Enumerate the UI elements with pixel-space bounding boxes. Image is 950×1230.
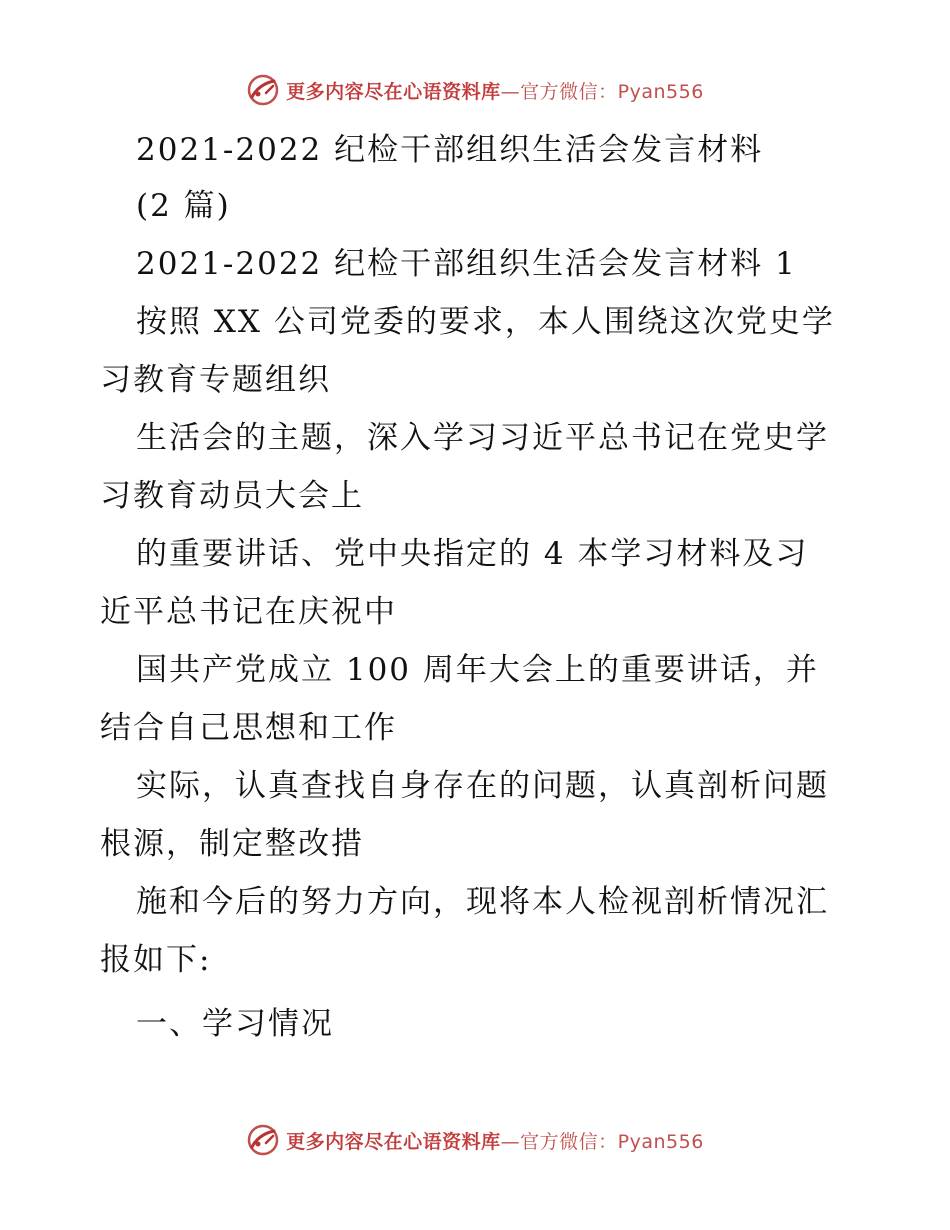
banner-wechat: —官方微信：Pyan556 (500, 1130, 704, 1153)
paragraph-line: 习教育动员大会上 (100, 478, 364, 514)
header-banner-text (286, 77, 704, 104)
brush-pen-logo-icon (246, 1123, 280, 1157)
footer-banner (0, 1120, 950, 1160)
document-subtitle: 2021-2022 纪检干部组织生活会发言材料 1 (136, 246, 797, 282)
paragraph-line: 国共产党成立 100 周年大会上的重要讲话，并 (136, 652, 819, 688)
paragraph-line: 根源，制定整改措 (100, 826, 364, 862)
paragraph-line: 习教育专题组织 (100, 362, 331, 398)
paragraph-line: 报如下: (100, 942, 212, 978)
banner-prefix: 更多内容尽在心语资料库 (286, 1130, 501, 1153)
document-title-count: (2 篇) (136, 188, 231, 224)
footer-banner-text (286, 1127, 704, 1154)
banner-wechat: —官方微信：Pyan556 (500, 80, 704, 103)
banner-prefix: 更多内容尽在心语资料库 (286, 80, 501, 103)
header-banner (0, 70, 950, 110)
paragraph-line: 生活会的主题，深入学习习近平总书记在党史学 (136, 420, 829, 456)
paragraph-line: 施和今后的努力方向，现将本人检视剖析情况汇 (136, 884, 829, 920)
section-heading: 一、学习情况 (136, 1006, 334, 1042)
paragraph-line: 近平总书记在庆祝中 (100, 594, 397, 630)
document-title: 2021-2022 纪检干部组织生活会发言材料 (136, 132, 764, 168)
brush-pen-logo-icon (246, 73, 280, 107)
paragraph-line: 实际，认真查找自身存在的问题，认真剖析问题 (136, 768, 829, 804)
paragraph-line: 结合自己思想和工作 (100, 710, 397, 746)
paragraph-line: 的重要讲话、党中央指定的 4 本学习材料及习 (136, 536, 809, 572)
paragraph-line: 按照 XX 公司党委的要求，本人围绕这次党史学 (136, 304, 835, 340)
